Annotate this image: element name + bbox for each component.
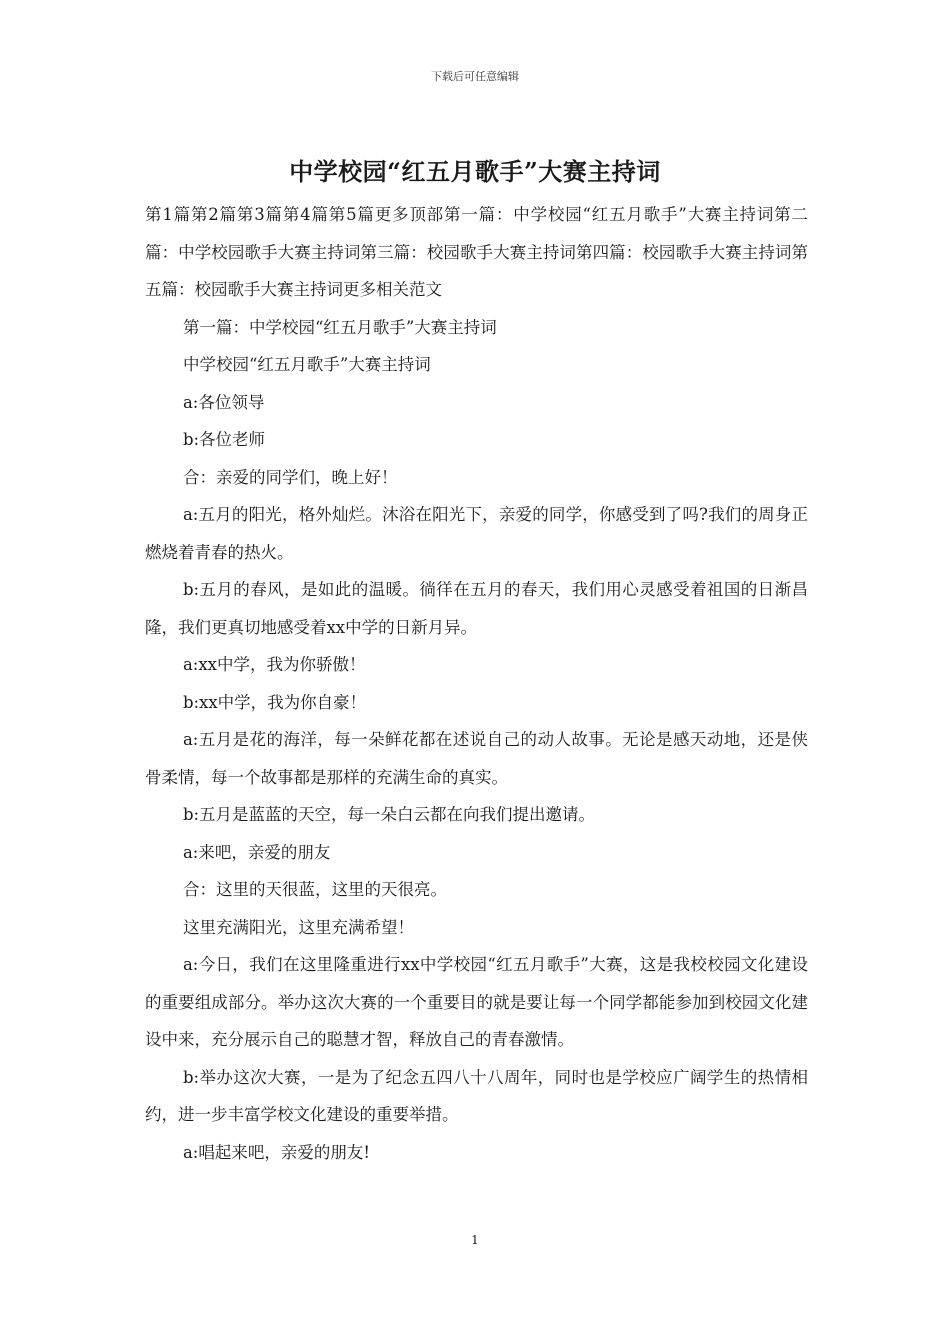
- paragraph: b:举办这次大赛，一是为了纪念五四八十八周年，同时也是学校应广阔学生的热情相约，进一步丰富学校文化建设的重要举措。: [145, 1067, 808, 1124]
- paragraph: 这里充满阳光，这里充满希望！: [182, 917, 414, 937]
- header-note: 下载后可任意编辑: [431, 70, 519, 83]
- paragraph: b:五月是蓝蓝的天空，每一朵白云都在向我们提出邀请。: [182, 805, 596, 824]
- paragraph: a:五月的阳光，格外灿烂。沐浴在阳光下，亲爱的同学，你感受到了吗?我们的周身正燃烧着青春的热火。: [145, 505, 808, 562]
- paragraph: 合：这里的天很蓝，这里的天很亮。: [182, 880, 447, 899]
- paragraph: 第一篇：中学校园“红五月歌手”大赛主持词: [182, 317, 497, 337]
- paragraph: b:各位老师: [182, 430, 266, 449]
- intro-paragraph: 第1篇第2篇第3篇第4篇第5篇更多顶部第一篇：中学校园“红五月歌手”大赛主持词第二篇：中学校园歌手大赛主持词第三篇：校园歌手大赛主持词第四篇：校园歌手大赛主持词第五篇：校园歌手大赛主持词更多相关范文: [145, 205, 808, 299]
- page-number: 1: [471, 1233, 479, 1247]
- paragraph: 合：亲爱的同学们，晚上好！: [182, 467, 398, 487]
- document-body: [145, 196, 808, 1171]
- document-title: 中学校园“红五月歌手”大赛主持词: [289, 157, 661, 186]
- paragraph: a:今日，我们在这里隆重进行xx中学校园“红五月歌手”大赛，这是我校校园文化建设的重要组成部分。举办这次大赛的一个重要目的就是要让每一个同学都能参加到校园文化建设中来，充分展示自己的聪慧才智，释放自己的青春激情。: [145, 955, 808, 1049]
- paragraph: a:来吧，亲爱的朋友: [182, 842, 331, 862]
- paragraph: a:xx中学，我为你骄傲！: [182, 655, 366, 674]
- paragraph: b:五月的春风，是如此的温暖。徜徉在五月的春天，我们用心灵感受着祖国的日渐昌隆，我们更真切地感受着xx中学的日新月异。: [145, 580, 808, 637]
- paragraph: a:五月是花的海洋，每一朵鲜花都在述说自己的动人故事。无论是感天动地，还是侠骨柔情，每一个故事都是那样的充满生命的真实。: [145, 730, 808, 787]
- paragraph: a:各位领导: [182, 392, 265, 412]
- paragraph: 中学校园“红五月歌手”大赛主持词: [182, 355, 431, 374]
- paragraph: b:xx中学，我为你自豪！: [182, 692, 367, 712]
- paragraph: a:唱起来吧，亲爱的朋友!: [182, 1142, 370, 1162]
